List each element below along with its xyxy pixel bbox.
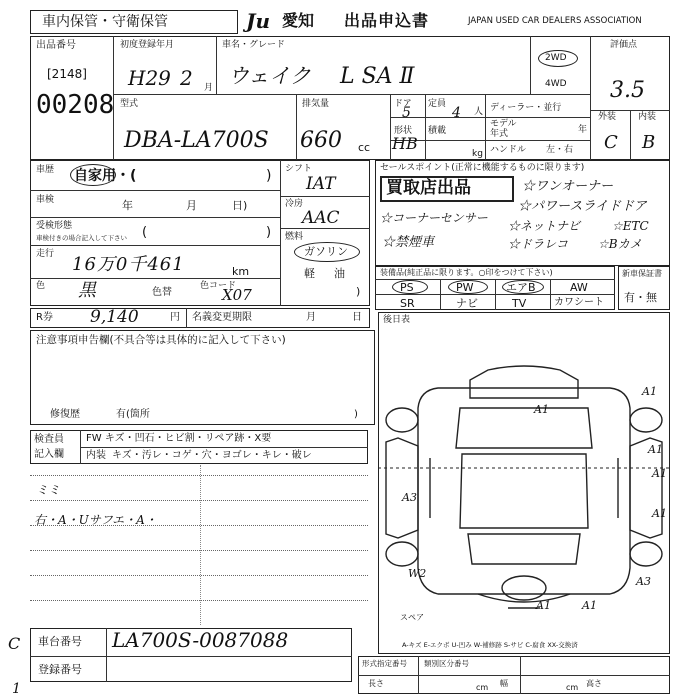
post-label: 後日表 [383,315,411,325]
ext-label: 外装 [598,112,617,122]
recycle-value: 9,140 [90,307,139,327]
color-code-label: 色コード [200,281,237,291]
shift-value: IAT [306,174,336,194]
damage-mark-7: A3 [636,575,651,588]
handle-label: ハンドル [490,145,527,155]
ukatsu-close: ) [266,225,272,240]
spec-length: 長さ [368,679,384,688]
damage-mark-10: A1 [582,599,597,612]
color-label: 色 [36,281,46,291]
equip-seat: カワシート [554,297,604,308]
capacity-label: 定員 [428,99,447,109]
inspection-month: 月 [186,199,197,212]
history-circle [70,164,116,186]
inspection-day: 日) [232,199,248,212]
inspector-note-2: 右・A・Uサフエ・A・ [34,513,157,527]
assoc-name: JAPAN USED CAR DEALERS ASSOCIATION [468,16,642,26]
recycle-unit: 円 [170,312,180,323]
ext-grade: C [604,132,618,153]
sales-note-4: ☆ネットナビ [508,219,581,233]
inspector-note-1: ミミ [36,483,61,497]
equipment-label: 装備品(純正品に限ります。○印をつけて下さい) [380,268,553,277]
color-change-label: 色替 [152,287,172,298]
cooler-label: 冷房 [285,199,304,209]
warranty-value: 有・無 [624,291,657,304]
name-change-label: 名義変更期限 [192,312,252,323]
drive-4wd: 4WD [545,79,567,89]
checker-label-2: 記入欄 [34,449,64,460]
sales-note-5: ☆ETC [612,219,649,233]
sales-stamp: 買取店出品 [386,178,471,198]
spare-label: スペア [400,613,424,622]
form-title: 出品申込書 [344,11,430,30]
history-label: 車歴 [36,165,55,175]
equip-tv: TV [512,297,527,310]
name-change-day: 日 [352,312,362,323]
reg-month-unit: 月 [204,83,214,93]
mileage-unit: km [232,265,250,278]
sales-note-7: ☆Bカメ [598,237,642,251]
disp-unit: cc [358,141,371,154]
ju-logo: Ju [246,9,271,33]
color-code: X07 [222,286,252,304]
reg-label: 初度登録年月 [120,40,175,50]
page-mark-c: C [8,634,21,653]
sales-note-2: ☆パワースライドドア [518,199,647,214]
storage-label: 車内保管・守衛保管 [42,14,168,30]
spec-label-2: 類別区分番号 [424,659,469,668]
int-label: 内装 [638,112,657,122]
checker-row-1: FW キズ・凹石・ヒビ割・リペア跡・X要 [86,433,272,444]
equip-pw: PW [456,281,474,294]
doors-label: ドア [394,99,412,109]
mileage-value: 16万0千461 [72,254,185,275]
damage-mark-8: W2 [408,567,427,580]
spec-unit-2: cm [566,683,579,692]
sales-note-3: ☆コーナーセンサー [380,211,488,225]
damage-mark-9: A1 [536,599,551,612]
history-value: 自家用・( [74,168,137,184]
damage-mark-1: A1 [534,403,549,416]
checker-row-2-prefix: 内装 [86,450,106,461]
ukatsu-label: 受検形態 [36,221,73,231]
type-label: 型式 [120,99,139,109]
ukatsu-open: ( [142,225,148,240]
load-label: 積載 [428,126,447,136]
damage-mark-2: A1 [642,385,657,398]
org-name: 愛知 [282,11,315,30]
history-close: ) [266,168,272,184]
disp-label: 排気量 [302,99,330,109]
handle-opt: 左・右 [546,145,574,155]
recycle-label: R券 [36,312,53,323]
name-change-month: 月 [306,312,316,323]
page-mark-1: 1 [12,681,21,697]
fuel-label: 燃料 [285,232,304,242]
int-grade: B [642,132,656,153]
checker-row-2: キズ・汚レ・コゲ・穴・ヨゴレ・キレ・破レ [112,450,312,461]
type-value: DBA-LA700S [124,128,269,153]
inspection-year: 年 [122,199,133,212]
damage-mark-6: A3 [402,491,417,504]
lot-label: 出品番号 [36,40,76,51]
equip-airbag: エアB [506,281,536,294]
damage-mark-5: A1 [652,507,667,520]
capacity-value: 4 [452,105,461,121]
model-name: ウェイク [228,64,311,88]
fuel-light: 軽 [304,267,315,280]
capacity-unit: 人 [474,107,484,117]
shape-label: 形状 [394,126,413,136]
dealer-label: ディーラー・並行 [490,103,562,113]
grade-score: 3.5 [610,78,645,103]
sales-note-6: ☆ドラレコ [508,237,569,251]
equip-sr: SR [400,297,415,310]
warranty-label: 新車保証書 [622,269,662,278]
ukatsu-sub: 車検付きの場合記入して下さい [36,234,127,242]
sales-note-1: ☆ワンオーナー [522,179,614,194]
color-value: 黒 [78,280,96,301]
fuel-close: ) [356,285,361,298]
cooler-value: AAC [302,208,340,228]
fuel-oil: 油 [334,267,345,280]
shift-label: シフト [285,164,313,174]
spec-label-1: 形式指定番号 [362,659,407,668]
spec-unit-1: cm [476,683,489,692]
spec-width: 幅 [500,679,508,688]
inspection-label: 車検 [36,195,55,205]
shape-value: HB [392,134,418,153]
model-label: 車名・グレード [222,40,286,50]
reg-no-label: 登録番号 [38,663,82,676]
load-unit: kg [472,149,483,159]
chassis-label: 車台番号 [38,635,82,648]
repair-label: 修復歴 [50,409,80,420]
model-year-unit: 年 [578,125,588,135]
checker-label-1: 検査員 [34,434,64,445]
sales-note-8: ☆禁煙車 [382,235,435,250]
grade-label: 評価点 [610,40,638,50]
chassis-value: LA700S-0087088 [112,628,289,652]
damage-mark-4: A1 [652,467,667,480]
fuel-gas: ガソリン [304,245,348,258]
notes-label: 注意事項申告欄(不具合等は具体的に記入して下さい) [36,334,286,346]
sales-point-label: セールスポイント(正常に機能するものに限ります) [380,163,585,173]
repair-value: 有(箇所 [116,409,150,420]
reg-era: H29 [128,66,171,90]
damage-legend: A-キズ E-エクボ U-凹み W-補修跡 S-サビ C-腐食 XX-交換済 [402,641,578,649]
lot-number: 00208 [36,90,115,120]
drive-2wd: 2WD [545,53,567,63]
doors-value: 5 [402,105,411,121]
damage-mark-3: A1 [648,443,663,456]
mileage-label: 走行 [36,249,55,259]
repair-close: ) [354,409,358,420]
spec-height: 高さ [586,679,602,688]
equip-navi: ナビ [456,297,478,310]
disp-value: 660 [300,128,342,153]
model-year-label: モデル 年式 [490,119,517,139]
lot-sub: [2148] [47,67,87,81]
equip-aw: AW [570,281,588,294]
model-grade: L SA Ⅱ [340,64,415,89]
reg-month: 2 [180,66,193,90]
equip-ps: PS [400,281,414,294]
